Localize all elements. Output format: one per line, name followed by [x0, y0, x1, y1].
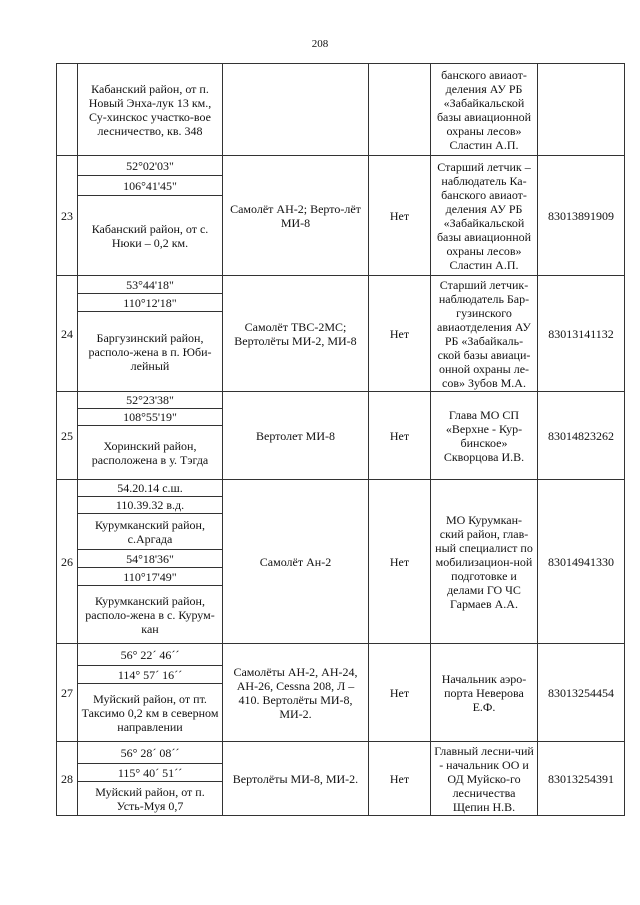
phone-cell: 83014941330 [538, 480, 625, 644]
location-cell: Баргузинский район, располо-жена в п. Юби-лейный [78, 312, 223, 392]
table-row [57, 392, 625, 409]
person-cell: МО Курумкан-ский район, глав-ный специалист по мобилизацион-ной подготовке и делами ГО ЧС Гармаев А.А. [431, 480, 538, 644]
row-number: 26 [57, 480, 78, 644]
person-cell: Старший летчик-наблюдатель Бар-гузинского авиаотделения АУ РБ «Забайкаль-ской базы авиаци-онной охраны ле-сов» Зубов М.А. [431, 276, 538, 392]
row-number: 23 [57, 156, 78, 276]
latitude-cell: 53°44'18" [78, 276, 223, 294]
longitude-cell: 108°55'19" [78, 409, 223, 426]
aircraft-cell: Самолёт АН-2; Верто-лёт МИ-8 [223, 156, 369, 276]
row-number [57, 64, 78, 156]
latitude-cell: 56° 22´ 46´´ [78, 644, 223, 666]
row-number: 25 [57, 392, 78, 480]
table-row [57, 644, 625, 666]
location-cell: Курумканский район, располо-жена в с. Курум-кан [78, 586, 223, 644]
person-cell: Старший летчик – наблюдатель Ка-банского авиаот-деления АУ РБ «Забайкальской базы авиационной охраны лесов» Сластин А.П. [431, 156, 538, 276]
longitude-cell: 110.39.32 в.д. [78, 497, 223, 514]
latitude-cell: 52°02'03" [78, 156, 223, 176]
phone-cell: 83013141132 [538, 276, 625, 392]
latitude-cell: 54.20.14 с.ш. [78, 480, 223, 497]
table-row [57, 276, 625, 294]
location-cell: Кабанский район, от с. Нюки – 0,2 км. [78, 196, 223, 276]
longitude-cell: 115° 40´ 51´´ [78, 764, 223, 782]
note-cell: Нет [369, 644, 431, 742]
table-row [57, 156, 625, 176]
aircraft-cell: Вертолет МИ-8 [223, 392, 369, 480]
page-number: 208 [311, 38, 329, 50]
row-number: 24 [57, 276, 78, 392]
latitude-cell: 56° 28´ 08´´ [78, 742, 223, 764]
row-number: 28 [57, 742, 78, 816]
data-table [56, 63, 625, 816]
phone-cell: 83013891909 [538, 156, 625, 276]
note-cell: Нет [369, 156, 431, 276]
table-row [57, 64, 625, 156]
person-cell: банского авиаот-деления АУ РБ «Забайкальской базы авиационной охраны лесов» Сластин А.П. [431, 64, 538, 156]
note-cell: Нет [369, 276, 431, 392]
longitude-cell: 114° 57´ 16´´ [78, 666, 223, 684]
aircraft-cell: Самолёт ТВС-2МС; Вертолёты МИ-2, МИ-8 [223, 276, 369, 392]
aircraft-cell [223, 64, 369, 156]
phone-cell: 83013254454 [538, 644, 625, 742]
phone-cell: 83014823262 [538, 392, 625, 480]
aircraft-cell: Самолёты АН-2, АН-24, АН-26, Cessna 208, Л – 410. Вертолёты МИ-8, МИ-2. [223, 644, 369, 742]
longitude-cell: 106°41'45" [78, 176, 223, 196]
note-cell [369, 64, 431, 156]
note-cell: Нет [369, 480, 431, 644]
phone-cell: 83013254391 [538, 742, 625, 816]
note-cell: Нет [369, 742, 431, 816]
note-cell: Нет [369, 392, 431, 480]
latitude-cell: 54°18'36" [78, 550, 223, 568]
longitude-cell: 110°12'18" [78, 294, 223, 312]
aircraft-cell: Самолёт Ан-2 [223, 480, 369, 644]
location-cell: Курумканский район, с.Аргада [78, 514, 223, 550]
location-cell: Кабанский район, от п. Новый Энха-лук 13 км., Су-хинскос участко-вое лесничество, кв. 348 [78, 64, 223, 156]
table-row [57, 742, 625, 764]
aircraft-cell: Вертолёты МИ-8, МИ-2. [223, 742, 369, 816]
person-cell: Глава МО СП «Верхне - Кур-бинское» Скворцова И.В. [431, 392, 538, 480]
location-cell: Муйский район, от п. Усть-Муя 0,7 [78, 782, 223, 816]
person-cell: Главный лесни-чий - начальник ОО и ОД Муйско-го лесничества Щепин Н.В. [431, 742, 538, 816]
person-cell: Начальник аэро-порта Неверова Е.Ф. [431, 644, 538, 742]
phone-cell [538, 64, 625, 156]
location-cell: Хоринский район, расположена в у. Тэгда [78, 426, 223, 480]
latitude-cell: 52°23'38" [78, 392, 223, 409]
row-number: 27 [57, 644, 78, 742]
table-row [57, 480, 625, 497]
location-cell: Муйский район, от пт. Таксимо 0,2 км в северном направлении [78, 684, 223, 742]
longitude-cell: 110°17'49" [78, 568, 223, 586]
